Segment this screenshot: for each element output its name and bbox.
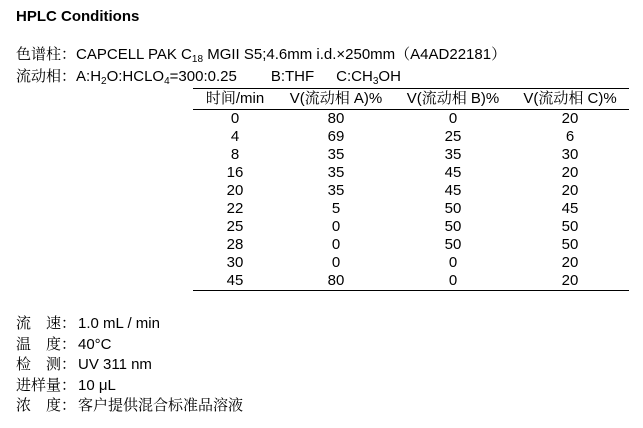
cell-c: 45 — [561, 200, 579, 217]
param-value: 40°C — [78, 335, 112, 353]
mobile-phase-label: 流动相： — [16, 68, 77, 85]
cell-b: 45 — [444, 164, 462, 181]
cell-c: 50 — [561, 236, 579, 253]
cell-a: 0 — [331, 218, 341, 235]
phase-c-prefix: C:CH — [336, 68, 373, 85]
cell-b: 25 — [444, 128, 462, 145]
param-temperature — [16, 335, 243, 356]
cell-b: 0 — [448, 110, 458, 127]
cell-c: 50 — [561, 218, 579, 235]
cell-a: 0 — [331, 236, 341, 253]
column-label: 色谱柱： — [16, 46, 77, 63]
cell-a: 80 — [327, 110, 345, 127]
cell-time: 8 — [230, 146, 240, 163]
param-value: 客户提供混合标准品溶液 — [78, 397, 244, 414]
table-row — [193, 272, 629, 291]
table-row — [193, 110, 629, 129]
column-text: CAPCELL PAK C — [76, 46, 192, 63]
table-row — [193, 128, 629, 146]
cell-c: 20 — [561, 164, 579, 181]
param-value: 1.0 mL / min — [78, 315, 160, 332]
header-phase-b: V(流动相 B)% — [395, 89, 511, 110]
phase-a-sub2: 4 — [164, 76, 170, 87]
cell-time: 45 — [193, 272, 277, 291]
phase-a-suffix: =300:0.25 — [169, 68, 237, 85]
cell-c: 20 — [561, 110, 579, 127]
param-label: 检 测： — [16, 356, 77, 373]
cell-a: 5 — [331, 200, 341, 217]
table-row — [193, 164, 629, 182]
param-injection-volume — [16, 376, 243, 397]
cell-a: 69 — [327, 128, 345, 145]
table-row — [193, 218, 629, 236]
cell-time: 22 — [226, 200, 244, 217]
cell-a: 35 — [327, 164, 345, 181]
table-row — [193, 236, 629, 254]
phase-c-sub: 3 — [372, 76, 379, 87]
cell-time: 0 — [230, 110, 240, 127]
cell-b: 50 — [444, 218, 462, 235]
cell-a: 35 — [327, 146, 345, 163]
mobile-phase-spec — [16, 67, 401, 87]
header-phase-c: V(流动相 C)% — [511, 89, 629, 110]
table-row — [193, 254, 629, 272]
cell-b: 35 — [444, 146, 462, 163]
phase-c-text — [336, 68, 401, 85]
column-subscript: 18 — [191, 54, 204, 65]
param-flow-rate — [16, 314, 243, 335]
table-row — [193, 200, 629, 218]
param-value: 10 μL — [78, 376, 116, 394]
cell-b: 50 — [444, 236, 462, 253]
cell-b: 45 — [444, 182, 462, 199]
param-label: 温 度： — [16, 335, 77, 353]
gradient-table — [193, 88, 629, 291]
cell-c: 30 — [561, 146, 579, 163]
cell-c: 20 — [561, 182, 579, 199]
cell-time: 28 — [226, 236, 244, 253]
cell-a: 80 — [277, 272, 395, 291]
cell-time: 4 — [230, 128, 240, 145]
cell-time: 20 — [226, 182, 244, 199]
param-label: 浓 度： — [16, 397, 77, 414]
table-row — [193, 146, 629, 164]
cell-b: 0 — [395, 272, 511, 291]
phase-a-text — [76, 68, 237, 85]
phase-a-sub1: 2 — [101, 76, 107, 87]
cell-b: 50 — [444, 200, 462, 217]
parameters-list — [16, 314, 243, 417]
param-detection — [16, 355, 243, 376]
phase-b-text: B:THF — [270, 68, 315, 85]
header-time: 时间/min — [193, 89, 277, 110]
cell-b: 0 — [448, 254, 458, 271]
phase-a-mid: O:HCLO — [106, 68, 165, 85]
phase-c-suffix: OH — [378, 68, 401, 85]
param-label: 进样量： — [16, 376, 77, 394]
param-concentration — [16, 396, 243, 417]
column-text-rest: MGII S5;4.6mm i.d.×250mm（A4AD22181） — [203, 46, 507, 63]
table-row — [193, 182, 629, 200]
cell-c: 20 — [561, 254, 579, 271]
cell-a: 35 — [327, 182, 345, 199]
cell-c: 20 — [511, 272, 629, 291]
cell-time: 16 — [226, 164, 244, 181]
header-phase-a: V(流动相 A)% — [277, 89, 395, 110]
page-title: HPLC Conditions — [16, 8, 140, 25]
table-header-row — [193, 89, 629, 110]
cell-time: 30 — [226, 254, 244, 271]
cell-a: 0 — [331, 254, 341, 271]
cell-time: 25 — [226, 218, 244, 235]
cell-c: 6 — [565, 128, 575, 145]
phase-a-prefix: A:H — [76, 68, 102, 85]
column-spec — [16, 45, 506, 65]
param-value: UV 311 nm — [78, 356, 152, 373]
param-label: 流 速： — [16, 315, 77, 332]
